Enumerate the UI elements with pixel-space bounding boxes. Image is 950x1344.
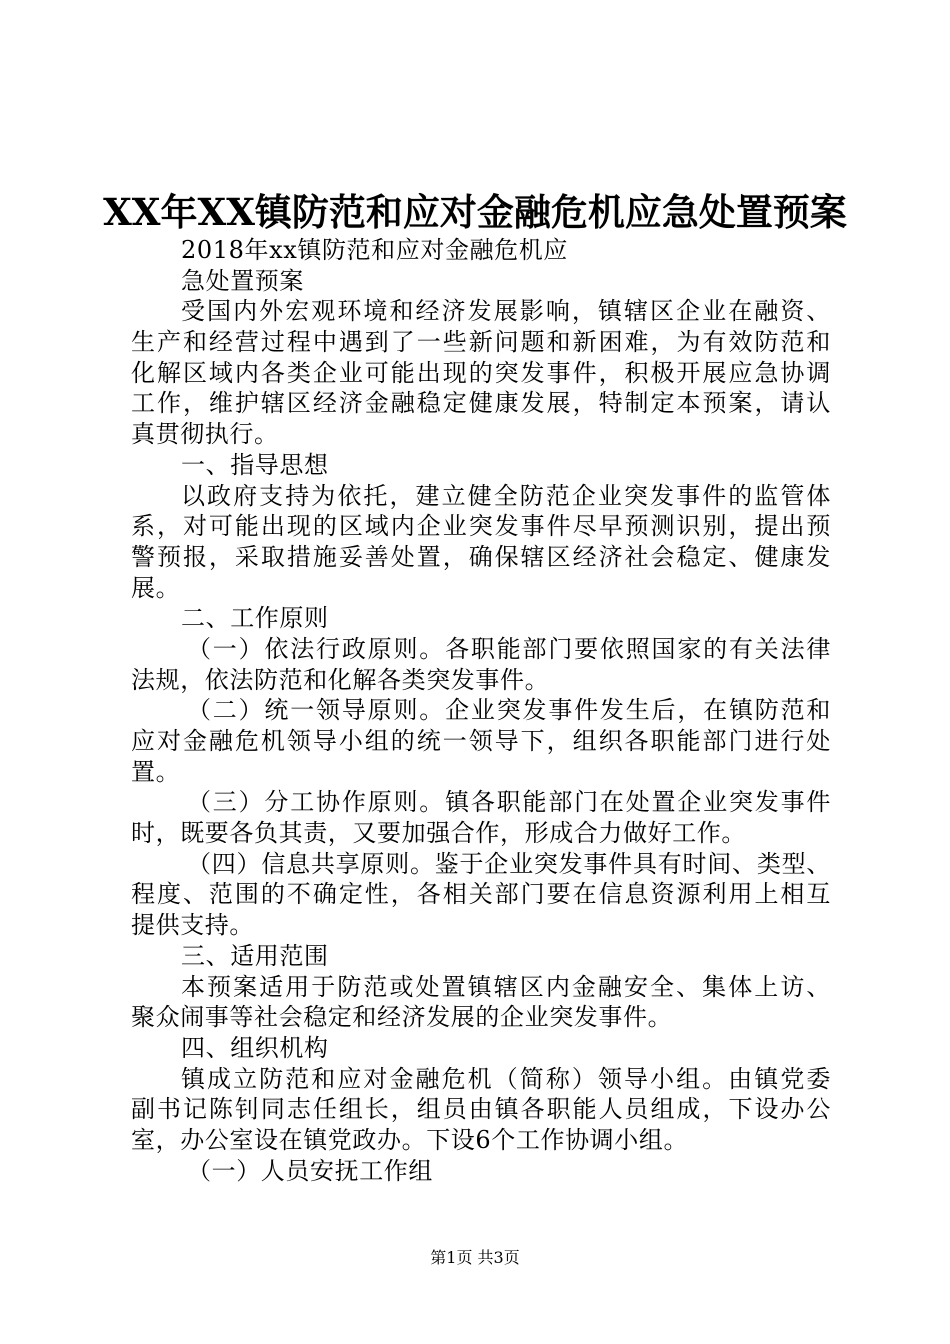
text-line: 三、适用范围 (181, 941, 329, 970)
text-line: （四）信息共享原则。鉴于企业突发事件具有时间、类型、 (187, 849, 831, 878)
text-line: （二）统一领导原则。企业突发事件发生后，在镇防范和 (187, 696, 831, 725)
text-line: 程度、范围的不确定性，各相关部门要在信息资源利用上相互 (131, 880, 831, 909)
document-body (131, 235, 831, 1186)
text-line: 本预案适用于防范或处置镇辖区内金融安全、集体上访、 (181, 972, 831, 1001)
text-line: 受国内外宏观环境和经济发展影响，镇辖区企业在融资、 (181, 297, 831, 326)
text-line: 一、指导思想 (181, 450, 329, 479)
text-line: 聚众闹事等社会稳定和经济发展的企业突发事件。 (131, 1003, 673, 1032)
page-footer: 第1页 共3页 (430, 1248, 520, 1267)
text-line: （一）依法行政原则。各职能部门要依照国家的有关法律 (187, 634, 831, 663)
text-line: 急处置预案 (181, 266, 304, 295)
text-line: 展。 (131, 573, 181, 602)
text-line: （三）分工协作原则。镇各职能部门在处置企业突发事件 (187, 788, 831, 817)
text-line: 化解区域内各类企业可能出现的突发事件，积极开展应急协调 (131, 358, 831, 387)
text-line: 时，既要各负其责，又要加强合作，形成合力做好工作。 (131, 819, 746, 848)
text-line: （一）人员安抚工作组 (187, 1156, 433, 1185)
text-line: 应对金融危机领导小组的统一领导下，组织各职能部门进行处 (131, 727, 831, 755)
text-line: 系，对可能出现的区域内企业突发事件尽早预测识别，提出预 (131, 512, 831, 541)
text-line: 工作，维护辖区经济金融稳定健康发展，特制定本预案，请认 (131, 389, 831, 418)
text-line: 生产和经营过程中遇到了一些新问题和新困难，为有效防范和 (131, 328, 831, 357)
text-line: 二、工作原则 (181, 604, 329, 633)
text-line: 法规，依法防范和化解各类突发事件。 (131, 665, 550, 694)
text-line: 警预报，采取措施妥善处置，确保辖区经济社会稳定、健康发 (131, 542, 831, 571)
document-title: XX年XX镇防范和应对金融危机应急处置预案 (103, 190, 847, 234)
text-line: 室，办公室设在镇党政办。下设6个工作协调小组。 (131, 1125, 689, 1154)
text-line: 2018年xx镇防范和应对金融危机应 (181, 236, 568, 264)
text-line: 镇成立防范和应对金融危机（简称）领导小组。由镇党委 (181, 1064, 831, 1093)
text-line: 副书记陈钊同志任组长，组员由镇各职能人员组成，下设办公 (131, 1095, 831, 1124)
text-line: 以政府支持为依托，建立健全防范企业突发事件的监管体 (181, 481, 831, 510)
text-line: 提供支持。 (131, 911, 254, 940)
text-line: 置。 (131, 757, 181, 786)
text-line: 四、组织机构 (181, 1033, 329, 1062)
text-line: 真贯彻执行。 (131, 420, 279, 449)
